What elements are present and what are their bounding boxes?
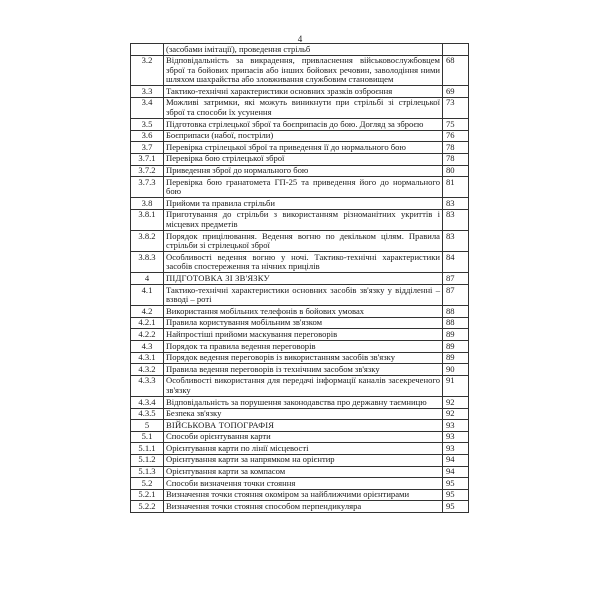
toc-page-number: 81 <box>443 177 469 198</box>
toc-section-number: 4.3.1 <box>131 352 164 364</box>
toc-section-title: Використання мобільних телефонів в бойових умовах <box>164 306 443 318</box>
toc-section-number: 3.5 <box>131 119 164 131</box>
toc-section-title: Відповідальність за порушення законодавства про державну таємницю <box>164 397 443 409</box>
toc-row <box>131 364 469 376</box>
toc-section-number: 3.7.1 <box>131 153 164 165</box>
toc-section-title: Орієнтування карти за компасом <box>164 466 443 478</box>
toc-row <box>131 329 469 341</box>
toc-section-number: 4.2.1 <box>131 317 164 329</box>
toc-section-title: Особливості ведення вогню у ночі. Тактико-технічні характеристики засобів спостереження та нічних прицілів <box>164 252 443 273</box>
toc-page-number: 73 <box>443 97 469 118</box>
toc-section-title: Прийоми та правила стрільби <box>164 198 443 210</box>
toc-page-number: 95 <box>443 478 469 490</box>
toc-page-number: 91 <box>443 375 469 396</box>
toc-section-title: (засобами імітації), проведення стрільб <box>164 44 443 56</box>
toc-row <box>131 273 469 285</box>
toc-section-number: 3.7.2 <box>131 165 164 177</box>
toc-row <box>131 55 469 86</box>
page-number: 4 <box>297 34 303 44</box>
toc-row <box>131 177 469 198</box>
toc-page-number: 88 <box>443 317 469 329</box>
toc-section-title: Визначення точки стояння окоміром за найближчими орієнтирами <box>164 489 443 501</box>
toc-page-number: 90 <box>443 364 469 376</box>
toc-body <box>131 44 469 513</box>
toc-page-number: 80 <box>443 165 469 177</box>
toc-row <box>131 198 469 210</box>
toc-row <box>131 317 469 329</box>
toc-row <box>131 285 469 306</box>
toc-section-title: Перевірка бою стрілецької зброї <box>164 153 443 165</box>
toc-section-title: Перевірка бою гранатомета ГП-25 та приведення його до нормального бою <box>164 177 443 198</box>
toc-row <box>131 252 469 273</box>
toc-section-title: Правила ведення переговорів із технічним засобом зв'язку <box>164 364 443 376</box>
table-of-contents <box>130 43 469 513</box>
toc-section-number: 4.3.4 <box>131 397 164 409</box>
toc-page-number: 92 <box>443 408 469 420</box>
toc-page-number: 83 <box>443 209 469 230</box>
toc-page-number: 84 <box>443 252 469 273</box>
toc-section-title: Способи орієнтування карти <box>164 431 443 443</box>
toc-section-title: ВІЙСЬКОВА ТОПОГРАФІЯ <box>164 420 443 432</box>
toc-section-number: 3.8.1 <box>131 209 164 230</box>
toc-section-number: 5.1.3 <box>131 466 164 478</box>
toc-section-title: Порядок прицілювання. Ведення вогню по декільком цілям. Правила стрільби зі стрілецької зброї <box>164 231 443 252</box>
toc-row <box>131 408 469 420</box>
toc-page-number: 92 <box>443 397 469 409</box>
toc-page-number: 88 <box>443 306 469 318</box>
toc-page-number: 94 <box>443 466 469 478</box>
toc-page-number: 94 <box>443 454 469 466</box>
toc-section-number: 5 <box>131 420 164 432</box>
toc-section-title: Правила користування мобільним зв'язком <box>164 317 443 329</box>
toc-row <box>131 130 469 142</box>
toc-section-title: Перевірка стрілецької зброї та приведення її до нормального бою <box>164 142 443 154</box>
toc-section-title: Тактико-технічні характеристики основних зразків озброєння <box>164 86 443 98</box>
toc-row <box>131 420 469 432</box>
toc-page-number: 78 <box>443 153 469 165</box>
toc-page-number: 95 <box>443 489 469 501</box>
toc-row <box>131 86 469 98</box>
toc-row <box>131 209 469 230</box>
toc-section-number: 3.6 <box>131 130 164 142</box>
toc-section-number: 4 <box>131 273 164 285</box>
toc-section-title: Способи визначення точки стояння <box>164 478 443 490</box>
toc-section-number: 4.2 <box>131 306 164 318</box>
toc-section-title: Найпростіші прийоми маскування переговорів <box>164 329 443 341</box>
toc-row <box>131 352 469 364</box>
toc-row <box>131 165 469 177</box>
toc-row <box>131 375 469 396</box>
toc-row <box>131 478 469 490</box>
toc-page-number: 87 <box>443 285 469 306</box>
toc-row <box>131 431 469 443</box>
toc-page-number: 93 <box>443 443 469 455</box>
toc-row <box>131 489 469 501</box>
toc-page-number: 78 <box>443 142 469 154</box>
toc-row <box>131 231 469 252</box>
toc-page-number: 76 <box>443 130 469 142</box>
toc-page-number: 89 <box>443 341 469 353</box>
toc-section-title: Порядок ведення переговорів із використанням засобів зв'язку <box>164 352 443 364</box>
toc-row <box>131 501 469 513</box>
toc-section-title: Орієнтування карти по лінії місцевості <box>164 443 443 455</box>
toc-section-title: Приготування до стрільби з використанням різноманітних укриттів і місцевих предметів <box>164 209 443 230</box>
toc-section-number: 3.7 <box>131 142 164 154</box>
toc-section-number: 3.3 <box>131 86 164 98</box>
toc-section-number: 4.3.5 <box>131 408 164 420</box>
toc-row <box>131 142 469 154</box>
toc-section-title: Порядок та правила ведення переговорів <box>164 341 443 353</box>
toc-section-number: 5.1.2 <box>131 454 164 466</box>
toc-section-title: Тактико-технічні характеристики основних засобів зв'язку у відділенні – взводі – роті <box>164 285 443 306</box>
toc-section-number: 4.3.2 <box>131 364 164 376</box>
toc-section-number: 5.2.1 <box>131 489 164 501</box>
toc-row <box>131 466 469 478</box>
toc-row <box>131 97 469 118</box>
toc-page-number: 93 <box>443 420 469 432</box>
toc-section-number: 5.1 <box>131 431 164 443</box>
toc-section-number: 5.2 <box>131 478 164 490</box>
toc-section-number: 3.8.3 <box>131 252 164 273</box>
toc-row <box>131 397 469 409</box>
toc-section-title: Безпека зв'язку <box>164 408 443 420</box>
toc-row <box>131 153 469 165</box>
toc-row <box>131 341 469 353</box>
toc-section-title: Можливі затримки, які можуть виникнути при стрільбі зі стрілецької зброї та способи їх усунення <box>164 97 443 118</box>
toc-section-number: 4.3 <box>131 341 164 353</box>
toc-page-number: 87 <box>443 273 469 285</box>
toc-page-number: 83 <box>443 231 469 252</box>
toc-row <box>131 44 469 56</box>
toc-page-number <box>443 44 469 56</box>
toc-page-number: 95 <box>443 501 469 513</box>
toc-section-number: 3.8.2 <box>131 231 164 252</box>
toc-row <box>131 306 469 318</box>
toc-page-number: 69 <box>443 86 469 98</box>
toc-section-title: Підготовка стрілецької зброї та боєприпасів до бою. Догляд за зброєю <box>164 119 443 131</box>
toc-section-number: 4.2.2 <box>131 329 164 341</box>
toc-page-number: 83 <box>443 198 469 210</box>
toc-section-title: Особливості використання для передачі інформації каналів засекреченого зв'язку <box>164 375 443 396</box>
toc-section-title: Орієнтування карти за напрямком на орієнтир <box>164 454 443 466</box>
toc-page-number: 89 <box>443 329 469 341</box>
toc-row <box>131 454 469 466</box>
toc-row <box>131 119 469 131</box>
toc-section-number: 3.4 <box>131 97 164 118</box>
toc-section-number: 3.8 <box>131 198 164 210</box>
toc-section-title: Визначення точки стояння способом перпендикуляра <box>164 501 443 513</box>
toc-page-number: 68 <box>443 55 469 86</box>
toc-section-title: Відповідальність за викрадення, привласнення військовослужбовцем зброї та бойових припасів або інших бойових речовин, заволодіння ними шляхом шахрайства або зловживання службовим становищем <box>164 55 443 86</box>
toc-row <box>131 443 469 455</box>
toc-page-number: 75 <box>443 119 469 131</box>
toc-page-number: 93 <box>443 431 469 443</box>
toc-section-title: Приведення зброї до нормального бою <box>164 165 443 177</box>
toc-section-number: 4.1 <box>131 285 164 306</box>
toc-section-number: 5.2.2 <box>131 501 164 513</box>
toc-section-title: Боєприпаси (набої, постріли) <box>164 130 443 142</box>
toc-section-number: 3.7.3 <box>131 177 164 198</box>
toc-section-number: 5.1.1 <box>131 443 164 455</box>
toc-section-number <box>131 44 164 56</box>
toc-page-number: 89 <box>443 352 469 364</box>
toc-section-title: ПІДГОТОВКА ЗІ ЗВ'ЯЗКУ <box>164 273 443 285</box>
toc-section-number: 4.3.3 <box>131 375 164 396</box>
toc-section-number: 3.2 <box>131 55 164 86</box>
